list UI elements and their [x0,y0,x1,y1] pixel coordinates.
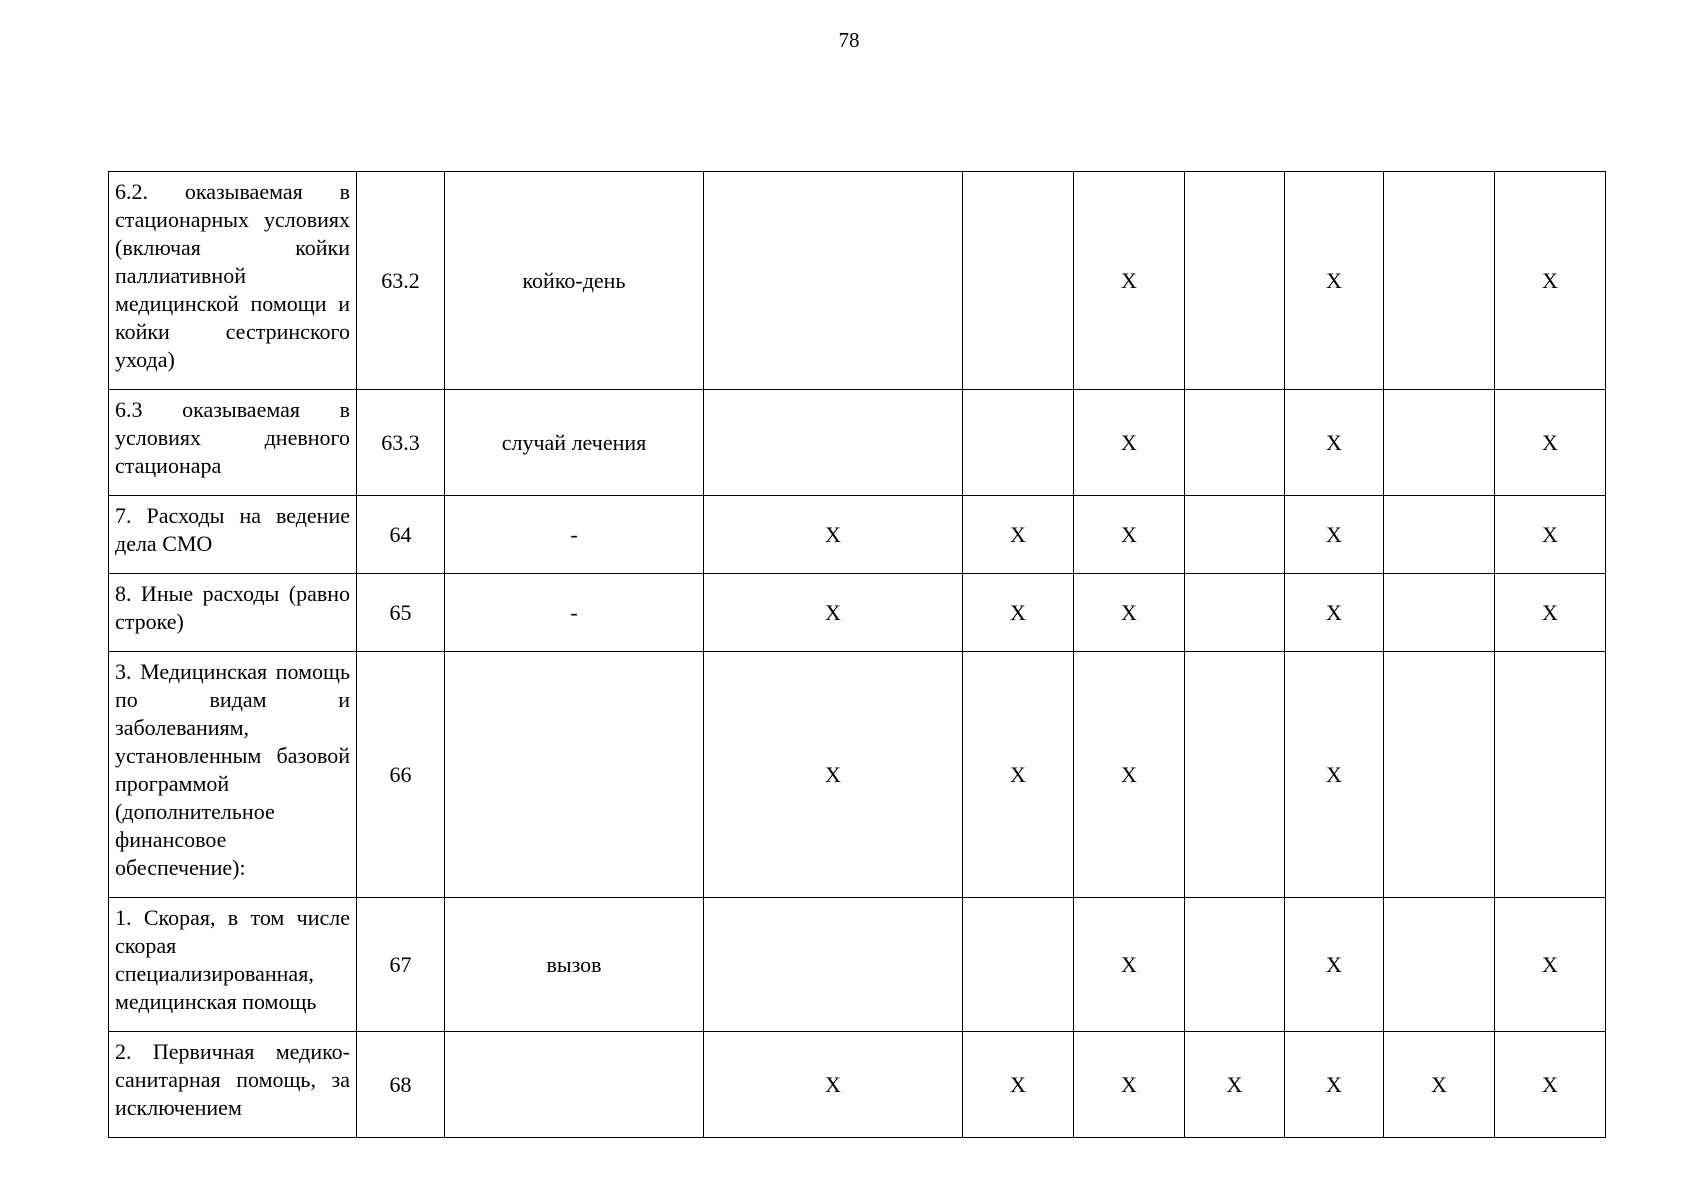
value-cell: X [1495,898,1606,1032]
value-cell: X [704,1032,963,1138]
row-unit: вызов [445,898,704,1032]
value-cell: X [704,574,963,652]
value-cell: X [1495,172,1606,390]
value-cell: X [963,496,1074,574]
value-cell [1384,390,1495,496]
row-label-cell [109,652,357,898]
value-cell [1185,496,1285,574]
value-cell: X [1074,898,1185,1032]
row-label: 6.2. оказываемая в стационарных условиях (включая койки паллиативной медицинской помощи и койки сестринского ухода) [115,179,350,372]
value-cell [704,898,963,1032]
value-cell [1185,574,1285,652]
row-unit [445,1032,704,1138]
row-code: 68 [357,1032,445,1138]
value-cell: X [1384,1032,1495,1138]
row-label: 3. Медицинская помощь по видам и заболеваниям, установленным базовой программой (дополнительное финансовое обеспечение): [115,659,350,880]
value-cell: X [704,652,963,898]
row-unit: - [445,574,704,652]
row-label: 7. Расходы на ведение дела СМО [115,503,350,556]
row-unit: случай лечения [445,390,704,496]
row-label: 1. Скорая, в том числе скорая специализированная, медицинская помощь [115,905,350,1014]
value-cell [1185,652,1285,898]
row-code: 63.3 [357,390,445,496]
table-row [109,898,1606,1032]
row-code: 64 [357,496,445,574]
table-row [109,574,1606,652]
table-row [109,172,1606,390]
table-row [109,1032,1606,1138]
value-cell: X [1285,172,1384,390]
row-label-cell [109,1032,357,1138]
row-label: 6.3 оказываемая в условиях дневного стационара [115,397,350,478]
data-table [108,171,1606,1138]
value-cell: X [1495,390,1606,496]
value-cell: X [1285,1032,1384,1138]
value-cell: X [1074,172,1185,390]
row-unit [445,652,704,898]
value-cell [1185,172,1285,390]
value-cell: X [1285,652,1384,898]
row-label-cell [109,390,357,496]
page-number: 78 [838,28,860,52]
value-cell: X [1285,574,1384,652]
value-cell [1384,574,1495,652]
value-cell [1185,898,1285,1032]
value-cell [1384,652,1495,898]
value-cell: X [1285,496,1384,574]
row-code: 65 [357,574,445,652]
value-cell: X [1495,574,1606,652]
value-cell [1495,652,1606,898]
row-label-cell [109,496,357,574]
value-cell: X [704,496,963,574]
value-cell [704,390,963,496]
row-code: 66 [357,652,445,898]
table-row [109,652,1606,898]
table-row [109,496,1606,574]
value-cell [1384,496,1495,574]
row-label-cell [109,898,357,1032]
row-label-cell [109,172,357,390]
value-cell: X [1285,898,1384,1032]
row-unit: койко-день [445,172,704,390]
row-label: 2. Первичная медико-санитарная помощь, за исключением [115,1039,350,1120]
row-label-cell [109,574,357,652]
value-cell: X [1074,652,1185,898]
value-cell [963,172,1074,390]
value-cell [963,390,1074,496]
value-cell: X [1074,496,1185,574]
value-cell [1384,172,1495,390]
table-row [109,390,1606,496]
value-cell [1384,898,1495,1032]
value-cell [963,898,1074,1032]
value-cell: X [1074,574,1185,652]
row-code: 63.2 [357,172,445,390]
value-cell: X [1074,1032,1185,1138]
value-cell: X [963,652,1074,898]
value-cell: X [1495,496,1606,574]
value-cell [704,172,963,390]
row-code: 67 [357,898,445,1032]
value-cell: X [1495,1032,1606,1138]
value-cell: X [963,574,1074,652]
value-cell: X [1185,1032,1285,1138]
row-label: 8. Иные расходы (равно строке) [115,581,350,634]
row-unit: - [445,496,704,574]
value-cell: X [1074,390,1185,496]
value-cell [1185,390,1285,496]
value-cell: X [1285,390,1384,496]
value-cell: X [963,1032,1074,1138]
